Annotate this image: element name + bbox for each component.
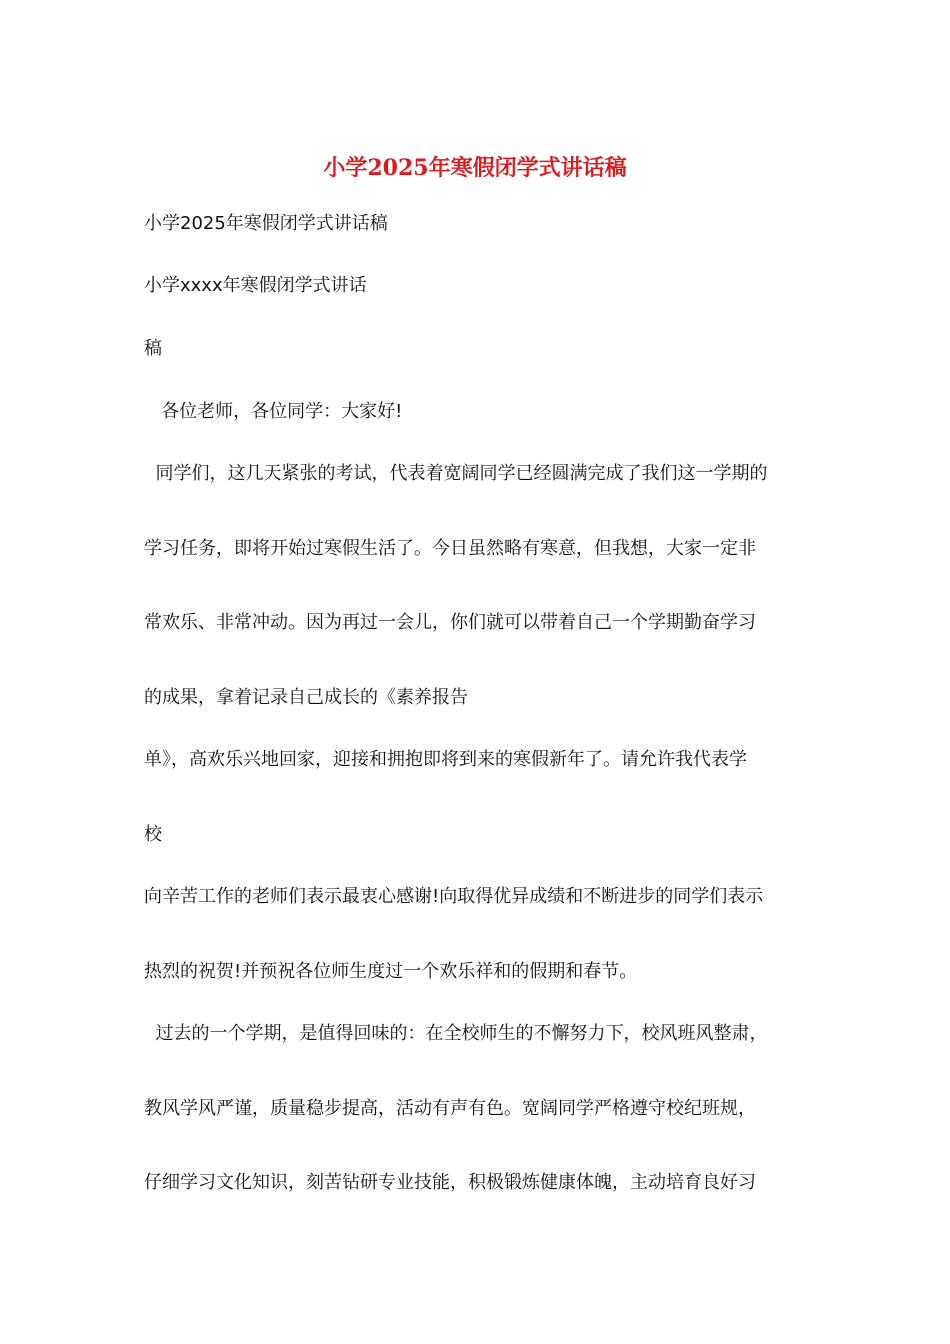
text-line: 教风学风严谨，质量稳步提高，活动有声有色。宽阔同学严格遵守校纪班规， <box>144 1098 756 1119</box>
text-line: 热烈的祝贺!并预祝各位师生度过一个欢乐祥和的假期和春节。 <box>144 961 638 982</box>
text-line: 过去的一个学期，是值得回味的：在全校师生的不懈努力下，校风班风整肃， <box>144 1023 768 1044</box>
text-line: 的成果，拿着记录自己成长的《素养报告 <box>144 687 468 708</box>
text-line: 仔细学习文化知识，刻苦钻研专业技能，积极锻炼健康体魄，主动培育良好习 <box>144 1172 756 1193</box>
text-line: 各位老师，各位同学：大家好! <box>144 401 403 422</box>
document-title: 小学2025年寒假闭学式讲话稿 <box>323 155 627 181</box>
text-line: 小学xxxx年寒假闭学式讲话 <box>144 275 367 296</box>
text-line: 常欢乐、非常冲动。因为再过一会儿，你们就可以带着自己一个学期勤奋学习 <box>144 612 756 633</box>
text-line: 单》，高欢乐兴地回家，迎接和拥抱即将到来的寒假新年了。请允许我代表学 <box>144 749 747 770</box>
text-line: 小学2025年寒假闭学式讲话稿 <box>144 213 388 234</box>
text-line: 向辛苦工作的老师们表示最衷心感谢!向取得优异成绩和不断进步的同学们表示 <box>144 886 764 907</box>
text-line: 同学们，这几天紧张的考试，代表着宽阔同学已经圆满完成了我们这一学期的 <box>144 463 768 484</box>
text-line: 学习任务，即将开始过寒假生活了。今日虽然略有寒意，但我想，大家一定非 <box>144 538 756 559</box>
text-line: 稿 <box>144 338 162 359</box>
text-line: 校 <box>144 824 162 845</box>
